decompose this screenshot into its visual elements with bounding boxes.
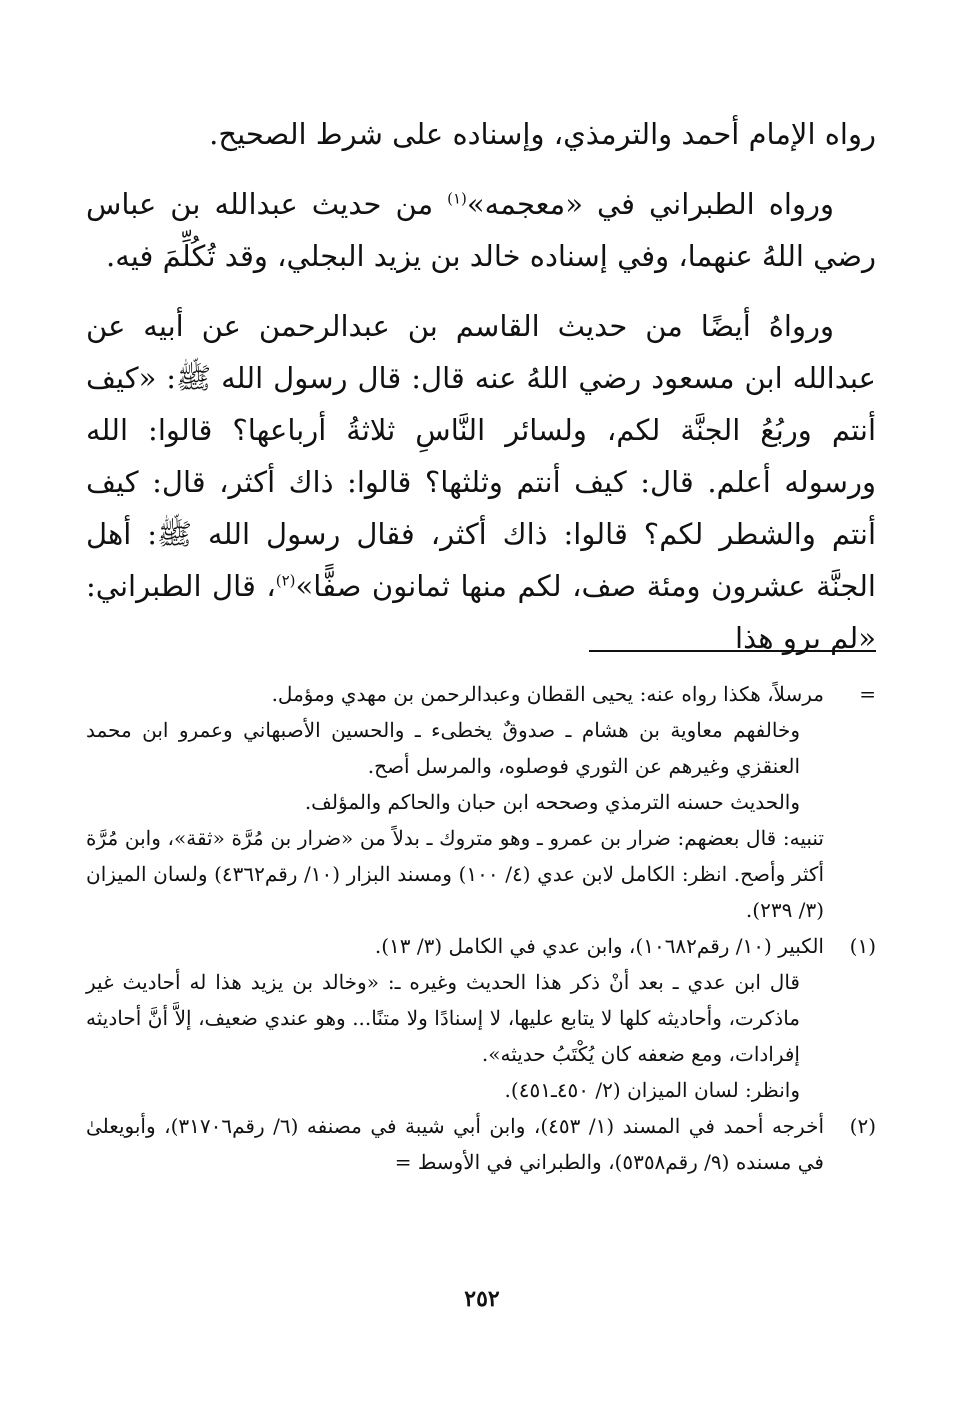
footnote-continued-marker: = <box>859 682 876 706</box>
footnote-line: والحديث حسنه الترمذي وصححه ابن حبان والحاكم والمؤلف. <box>304 790 800 814</box>
paragraph-1 <box>86 108 876 160</box>
page-number: ٢٥٢ <box>464 1286 500 1312</box>
footnote-line: تنبيه: قال بعضهم: ضرار بن عمرو ـ وهو متروك ـ بدلاً من «ضرار بن مُرَّة «ثقة»، وابن مُرَّة أكثر وأصح. انظر: الكامل لابن عدي (٤/ ١٠٠) ومسند البزار (١٠/ رقم٤٣٦٢) ولسان الميزان (٣/ ٢٣٩). <box>86 826 824 922</box>
footnote-ref-1[interactable]: (١) <box>447 189 467 208</box>
paragraph-3-text-a: ورواهُ أيضًا من حديث القاسم بن عبدالرحمن عن أبيه عن عبدالله ابن مسعود رضي اللهُ عنه قال: قال رسول الله ﷺ: «كيف أنتم وربُعُ الجنَّة لكم، ولسائر النَّاسِ ثلاثةُ أرباعها؟ قالوا: الله ورسوله أعلم. قال: كيف أنتم وثلثها؟ قالوا: ذاك أكثر، قال: كيف أنتم والشطر لكم؟ قالوا: ذاك أكثر، فقال رسول الله ﷺ: أهل الجنَّة عشرون ومئة صف، لكم منها ثمانون صفًّا» <box>86 309 876 603</box>
footnote-line: أخرجه أحمد في المسند (١/ ٤٥٣)، وابن أبي شيبة في مصنفه (٦/ رقم٣١٧٠٦)، وأبويعلىٰ في مسنده (٩/ رقم٥٣٥٨)، والطبراني في الأوسط = <box>86 1114 824 1174</box>
footnote-continued <box>86 676 876 928</box>
footnote-line: الكبير (١٠/ رقم١٠٦٨٢)، وابن عدي في الكامل (٣/ ١٣). <box>374 934 824 958</box>
footnote-line: مرسلاً، هكذا رواه عنه: يحيى القطان وعبدالرحمن بن مهدي ومؤمل. <box>271 682 824 706</box>
footnotes <box>86 676 876 1180</box>
paragraph-2 <box>86 178 876 282</box>
footnote-line: وانظر: لسان الميزان (٢/ ٤٥٠ـ٤٥١). <box>504 1078 800 1102</box>
main-text <box>86 108 876 682</box>
paragraph-3-text-b: ، قال الطبراني: «لم يرو هذا <box>86 569 876 655</box>
footnote-2-marker: (٢) <box>849 1114 876 1138</box>
paragraph-3 <box>86 300 876 664</box>
footnote-2 <box>86 1108 876 1180</box>
footnote-1-body <box>86 928 824 1108</box>
footnote-line: وخالفهم معاوية بن هشام ـ صدوقٌ يخطىء ـ والحسين الأصبهاني وعمرو ابن محمد العنقزي وغيرهم عن الثوري فوصلوه، والمرسل أصح. <box>86 718 800 778</box>
footnote-ref-2[interactable]: (٢) <box>275 571 296 590</box>
footnote-1 <box>86 928 876 1108</box>
footnote-continued-body <box>86 676 824 928</box>
paragraph-2-text-b: من حديث عبدالله بن عباس رضي اللهُ عنهما، وفي إسناده خالد بن يزيد البجلي، وقد تُكُلِّمَ فيه. <box>86 187 876 273</box>
paragraph-1-text: رواه الإمام أحمد والترمذي، وإسناده على شرط الصحيح. <box>209 117 876 151</box>
footnote-separator <box>589 650 876 652</box>
footnote-2-body <box>86 1108 824 1180</box>
paragraph-2-text-a: ورواه الطبراني في «معجمه» <box>466 187 834 221</box>
footnote-line: قال ابن عدي ـ بعد أنْ ذكر هذا الحديث وغيره ـ: «وخالد بن يزيد هذا له أحاديث غير ماذكرت، وأحاديثه كلها لا يتابع عليها، لا إسنادًا ولا متنًا... وهو عندي ضعيف، إلاَّ أنَّ أحاديثه إفرادات، ومع ضعفه كان يُكْتَبُ حديثه». <box>86 970 800 1066</box>
footnote-1-marker: (١) <box>849 934 876 958</box>
